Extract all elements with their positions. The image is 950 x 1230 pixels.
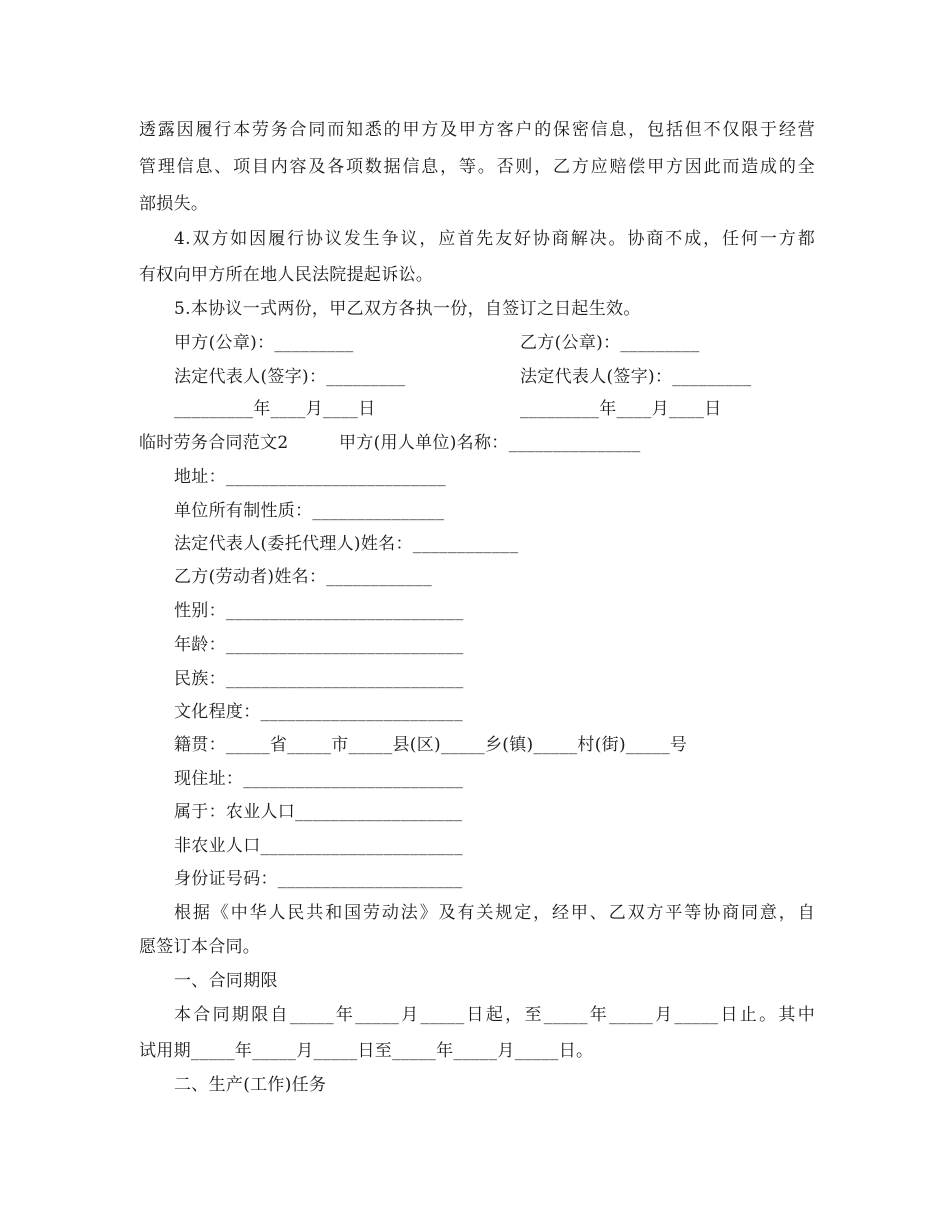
employer-name-field: 甲方(用人单位)名称：_______________	[339, 433, 641, 453]
confidentiality-line-1: 透露因履行本劳务合同而知悉的甲方及甲方客户的保密信息，包括但不仅限于经营	[139, 120, 815, 140]
preamble-line-1: 根据《中华人民共和国劳动法》及有关规定，经甲、乙双方平等协商同意，自	[174, 903, 815, 923]
clause4-line-2: 有权向甲方所在地人民法院提起诉讼。	[139, 265, 434, 285]
id-number-field: 身份证号码：_____________________	[174, 869, 463, 889]
native-place-field: 籍贯：_____省_____市_____县(区)_____乡(镇)_____村(街)_____号	[174, 735, 688, 755]
confidentiality-line-2: 管理信息、项目内容及各项数据信息，等。否则，乙方应赔偿甲方因此而造成的全	[139, 157, 815, 177]
contract2-heading: 临时劳务合同范文2	[139, 433, 289, 453]
age-field: 年龄：___________________________	[174, 635, 464, 655]
section1-title: 一、合同期限	[174, 971, 278, 991]
ethnicity-field: 民族：___________________________	[174, 669, 464, 689]
party-a-seal: 甲方(公章)：_________	[174, 333, 354, 353]
clause5-line: 5.本协议一式两份，甲乙双方各执一份，自签订之日起生效。	[174, 299, 641, 319]
gender-field: 性别：___________________________	[174, 601, 464, 621]
party-b-seal: 乙方(公章)：_________	[520, 333, 700, 353]
confidentiality-line-3: 部损失。	[139, 194, 209, 214]
education-field: 文化程度：_______________________	[174, 702, 463, 722]
party-b-rep: 法定代表人(签字)：_________	[520, 367, 752, 387]
section2-title: 二、生产(工作)任务	[174, 1075, 327, 1095]
preamble-line-2: 愿签订本合同。	[139, 937, 261, 957]
party-a-date: _________年____月____日	[174, 399, 376, 419]
current-address-field: 现住址：_________________________	[174, 769, 464, 789]
non-agri-household-field: 非农业人口_______________________	[174, 836, 463, 856]
address-field: 地址：_________________________	[174, 467, 446, 487]
section1-line-1: 本合同期限自_____年_____月_____日起，至_____年_____月_____日止。其中	[174, 1005, 815, 1025]
ownership-field: 单位所有制性质：_______________	[174, 501, 445, 521]
party-a-rep: 法定代表人(签字)：_________	[174, 367, 406, 387]
legal-rep-field: 法定代表人(委托代理人)姓名：____________	[174, 534, 519, 554]
agri-household-field: 属于：农业人口___________________	[174, 802, 463, 822]
section1-line-2: 试用期_____年_____月_____日至_____年_____月_____日。	[139, 1041, 594, 1061]
party-b-date: _________年____月____日	[520, 399, 722, 419]
clause4-line-1: 4.双方如因履行协议发生争议，应首先友好协商解决。协商不成，任何一方都	[174, 229, 815, 249]
worker-name-field: 乙方(劳动者)姓名：____________	[174, 567, 432, 587]
